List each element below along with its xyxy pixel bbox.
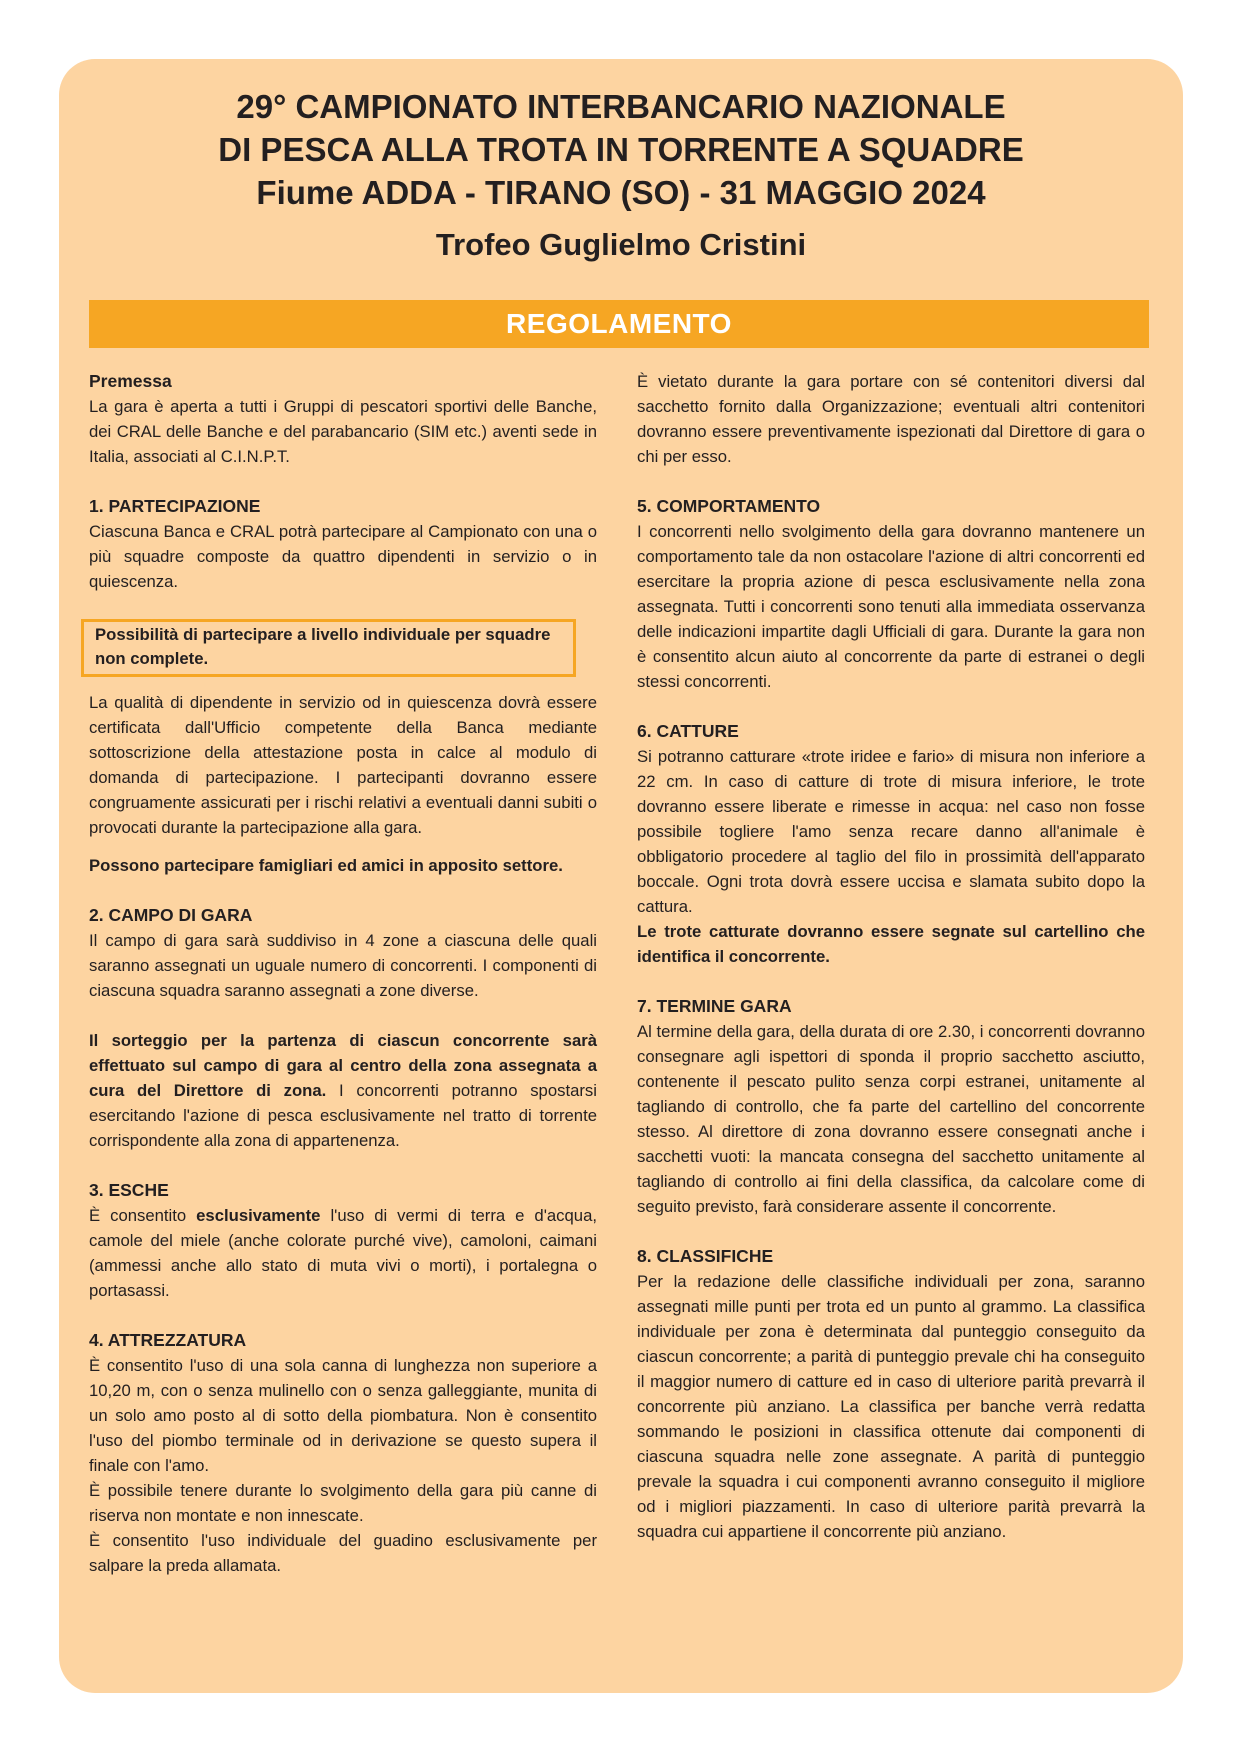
premessa-heading: Premessa xyxy=(89,371,172,391)
campo-bold-text: Il sorteggio per la partenza di ciascun concorrente sarà effettuato sul campo di gara al centro della zona assegnata a cura del Direttore di zona. xyxy=(89,1031,597,1100)
section-band: REGOLAMENTO xyxy=(89,300,1149,348)
premessa-text: La gara è aperta a tutti i Gruppi di pescatori sportivi delle Banche, dei CRAL delle Banche e del parabancario (SIM etc.) aventi sede in Italia, associati al C.I.N.P.T. xyxy=(89,397,597,466)
right-column xyxy=(637,369,1145,1544)
catture-heading: 6. CATTURE xyxy=(637,721,739,741)
trophy-title: Trofeo Guglielmo Cristini xyxy=(435,227,807,262)
esche-heading: 3. ESCHE xyxy=(89,1180,169,1200)
catture-text: Si potranno catturare «trote iridee e fario» di misura non inferiore a 22 cm. In caso di catture di trote di misura inferiore, le trote dovranno essere liberate e rimesse in acqua: nel caso non fosse possibile togliere l'amo senza recare danno all'animale è obbligatorio procedere al taglio del filo in prossimità dell'apparato boccale. Ogni trota dovrà essere uccisa e slamata subito dopo la cattura. xyxy=(637,747,1145,916)
campo-text-2-rest: I concorrenti potranno spostarsi esercitando l'azione di pesca esclusivamente nel tratto di torrente corrispondente alla zona di appartenenza. xyxy=(89,1081,597,1150)
campo-text: Il campo di gara sarà suddiviso in 4 zone a ciascuna delle quali saranno assegnati un uguale numero di concorrenti. I componenti di ciascuna squadra saranno assegnati a zone diverse. xyxy=(89,931,597,1000)
title-line-1: 29° CAMPIONATO INTERBANCARIO NAZIONALE xyxy=(236,88,1006,125)
highlight-box xyxy=(81,619,576,677)
esche-bold-word: esclusivamente xyxy=(196,1206,321,1225)
comportamento-heading: 5. COMPORTAMENTO xyxy=(637,496,821,516)
title-line-3: Fiume ADDA - TIRANO (SO) - 31 MAGGIO 2024 xyxy=(256,174,986,211)
campo-text-2 xyxy=(89,1028,597,1153)
termine-heading: 7. TERMINE GARA xyxy=(637,996,792,1016)
classifiche-heading: 8. CLASSIFICHE xyxy=(637,1246,774,1266)
partecipazione-text: Ciascuna Banca e CRAL potrà partecipare al Campionato con una o più squadre composte da quattro dipendenti in servizio o in quiescenza. xyxy=(89,522,597,591)
attrezzatura-text-3: È consentito l'uso individuale del guadino esclusivamente per salpare la preda allamata. xyxy=(89,1531,597,1575)
attrezzatura-continued: È vietato durante la gara portare con sé contenitori diversi dal sacchetto fornito dalla Organizzazione; eventuali altri contenitori dovranno essere preventivamente ispezionati dal Direttore di gara o chi per esso. xyxy=(637,372,1145,466)
esche-text xyxy=(89,1203,597,1303)
highlight-box-text: Possibilità di partecipare a livello individuale per squadre non complete. xyxy=(95,625,551,668)
partecipazione-heading: 1. PARTECIPAZIONE xyxy=(89,496,261,516)
left-column xyxy=(89,369,597,1578)
partecipazione-text-2: La qualità di dipendente in servizio od in quiescenza dovrà essere certificata dall'Ufficio competente della Banca mediante sottoscrizione della attestazione posta in calce al modulo di domanda di partecipazione. I partecipanti dovranno essere congruamente assicurati per i rischi relativi a eventuali danni subiti o provocati durante la partecipazione alla gara. xyxy=(89,693,597,837)
document-title xyxy=(59,85,1183,214)
regulation-panel xyxy=(59,59,1183,1693)
comportamento-text: I concorrenti nello svolgimento della gara dovranno mantenere un comportamento tale da non ostacolare l'azione di altri concorrenti ed esercitare la propria azione di pesca esclusivamente nella zona assegnata. Tutti i concorrenti sono tenuti alla immediata osservanza delle indicazioni impartite dagli Ufficiali di gara. Durante la gara non è consentito alcun aiuto al concorrente da parte di estranei o degli stessi concorrenti. xyxy=(637,522,1145,691)
attrezzatura-heading: 4. ATTREZZATURA xyxy=(89,1330,247,1350)
attrezzatura-text: È consentito l'uso di una sola canna di lunghezza non superiore a 10,20 m, con o senza mulinello con o senza galleggiante, munita di un solo amo posto al di sotto della piombatura. Non è consentito l'uso del piombo terminale od in derivazione se questo supera il finale con l'amo. xyxy=(89,1356,597,1475)
termine-text: Al termine della gara, della durata di ore 2.30, i concorrenti dovranno consegnare agli ispettori di sponda il proprio sacchetto asciutto, contenente il pescato pulito senza corpi estranei, unitamente al tagliando di controllo, che fa parte del cartellino del concorrente stesso. Al direttore di zona dovranno essere consegnati anche i sacchetti vuoti: la mancata consegna del sacchetto unitamente al tagliando di controllo ai fini della classifica, da calcolare come di seguito previsto, farà considerare assente il concorrente. xyxy=(637,1022,1145,1216)
catture-bold-text: Le trote catturate dovranno essere segnate sul cartellino che identifica il concorrente. xyxy=(637,922,1145,966)
campo-heading: 2. CAMPO DI GARA xyxy=(89,905,253,925)
classifiche-text: Per la redazione delle classifiche individuali per zona, saranno assegnati mille punti per trota ed un punto al grammo. La classifica individuale per zona è determinata dal punteggio conseguito da ciascun concorrente; a parità di punteggio prevale chi ha conseguito il maggior numero di catture ed in caso di ulteriore parità prevarrà il concorrente più anziano. La classifica per banche verrà redatta sommando le posizioni in classifica ottenute dai componenti di ciascuna squadra nelle zone assegnate. A parità di punteggio prevale la squadra i cui componenti avranno conseguito il migliore od i migliori piazzamenti. In caso di ulteriore parità prevarrà la squadra cui appartiene il concorrente più anziano. xyxy=(637,1272,1145,1541)
partecipazione-bold-note: Possono partecipare famigliari ed amici in apposito settore. xyxy=(89,856,563,875)
esche-text-a: È consentito xyxy=(89,1206,197,1225)
esche-text-b: l'uso di vermi di terra e d'acqua, camole del miele (anche colorate purché vive), camoloni, caimani (ammessi anche allo stato di muta vivi o morti), i portalegna o portasassi. xyxy=(89,1206,597,1300)
title-line-2: DI PESCA ALLA TROTA IN TORRENTE A SQUADRE xyxy=(218,131,1024,168)
attrezzatura-text-2: È possibile tenere durante lo svolgimento della gara più canne di riserva non montate e non innescate. xyxy=(89,1481,597,1525)
